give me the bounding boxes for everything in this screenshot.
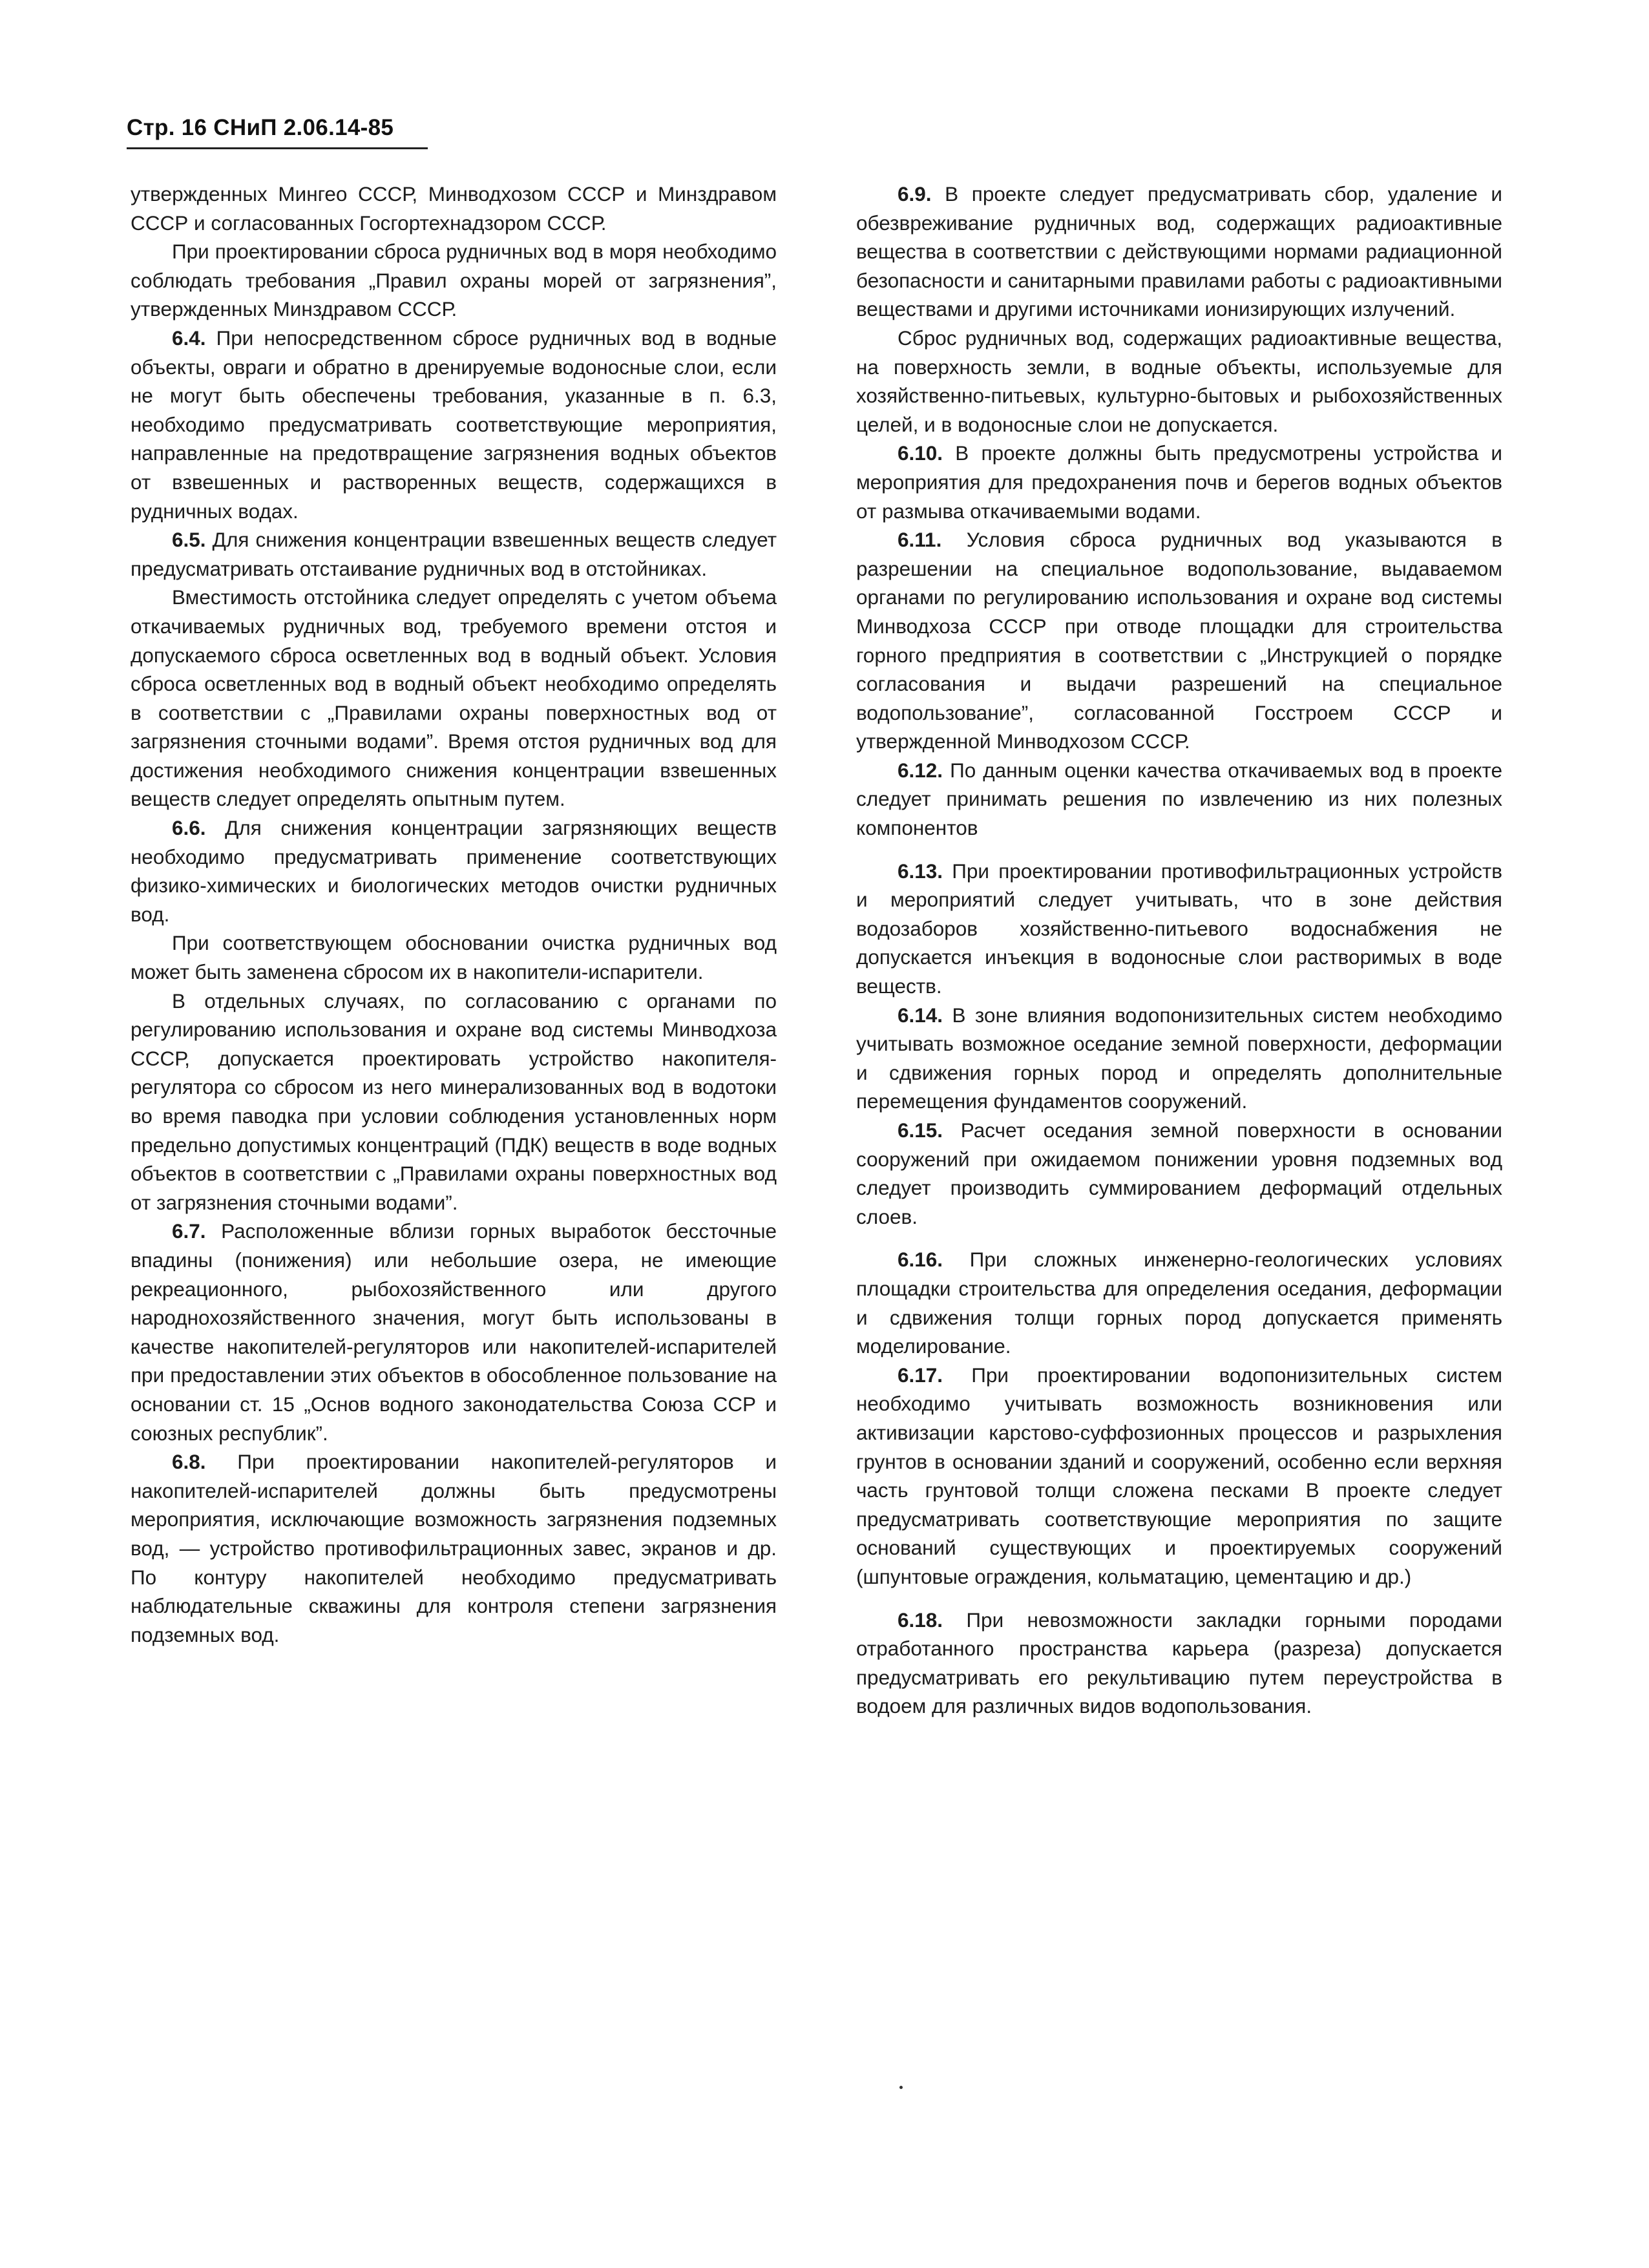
clause-number: 6.5. <box>172 528 206 552</box>
paragraph-text: Сброс рудничных вод, содержащих радиоактивные вещества, на поверхность земли, в водные объекты, используемые для хозяйственно-питьевых, культурно-бытовых и рыбохозяйственных целей, и в водоносные слои не допускается. <box>856 326 1502 436</box>
paragraph <box>856 1361 1502 1591</box>
paragraph-text: При проектировании сброса рудничных вод в моря необходимо соблюдать требования „Правил охраны морей от загрязнения”, утвержденных Минздравом СССР. <box>131 240 777 321</box>
paragraph-text: Расчет оседания земной поверхности в основании сооружений при ожидаемом понижении уровня подземных вод следует производить суммированием деформаций отдельных слоев. <box>856 1118 1502 1228</box>
paragraph-text: При проектировании водопонизительных систем необходимо учитывать возможность возникновения или активизации карстово-суффозионных процессов и разрыхления грунтов в основании зданий и сооружений, особенно если верхняя часть грунтовой толщи сложена песками В проекте следует предусматривать соответствующие мероприятия по защите оснований существующих и проектируемых сооружений (шпунтовые ограждения, кольматацию, цементацию и др.) <box>856 1363 1502 1588</box>
clause-number: 6.14. <box>898 1003 943 1027</box>
clause-number: 6.10. <box>898 441 943 465</box>
right-column <box>856 180 1502 1721</box>
paragraph <box>856 324 1502 439</box>
clause-number: 6.17. <box>898 1363 943 1387</box>
clause-number: 6.6. <box>172 816 206 840</box>
paragraph-text: Расположенные вблизи горных выработок бессточные впадины (понижения) или небольшие озера, не имеющие рекреационного, рыбохозяйственного или другого народнохозяйственного значения, могут быть использованы в качестве накопителей-регуляторов или накопителей-испарителей при предоставлении этих объектов в обособленное пользование на основании ст. 15 „Основ водного законодательства Союза ССР и союзных республик”. <box>131 1219 777 1445</box>
paragraph <box>131 237 777 324</box>
paragraph <box>856 180 1502 324</box>
paragraph-text: При невозможности закладки горными породами отработанного пространства карьера (разреза) допускается предусматривать его рекультивацию путем переустройства в водоем для различных видов водопользования. <box>856 1608 1502 1718</box>
paragraph-text: В проекте следует предусматривать сбор, удаление и обезвреживание рудничных вод, содержащих радиоактивные вещества в соответствии с действующими нормами радиационной безопасности и санитарными правилами работы с радиоактивными веществами и другими источниками ионизирующих излучений. <box>856 182 1502 321</box>
paragraph <box>856 1606 1502 1721</box>
paragraph-text: При непосредственном сбросе рудничных вод в водные объекты, овраги и обратно в дренируемые водоносные слои, если не могут быть обеспечены требования, указанные в п. 6.3, необходимо предусматривать соответствующие мероприятия, направленные на предотвращение загрязнения водных объектов от взвешенных и растворенных веществ, содержащихся в рудничных водах. <box>131 326 777 523</box>
paragraph-text: В отдельных случаях, по согласованию с органами по регулированию использования и охране вод системы Минводхоза СССР, допускается проектировать устройство накопителя-регулятора со сбросом из него минерализованных вод в водотоки во время паводка при условии соблюдения установленных норм предельно допустимых концентраций (ПДК) веществ в воде водных объектов в соответствии с „Правилами охраны поверхностных вод от загрязнения сточными водами”. <box>131 989 777 1214</box>
paragraph <box>856 439 1502 525</box>
clause-number: 6.18. <box>898 1608 943 1632</box>
clause-number: 6.12. <box>898 758 943 782</box>
paragraph-text: В проекте должны быть предусмотрены устройства и мероприятия для предохранения почв и берегов водных объектов от размыва откачиваемыми водами. <box>856 441 1502 523</box>
paragraph <box>131 987 777 1217</box>
paragraph-text: В зоне влияния водопонизительных систем необходимо учитывать возможное оседание земной поверхности, деформации и сдвижения горных пород и определять дополнительные перемещения фундаментов сооружений. <box>856 1003 1502 1113</box>
header-rule <box>127 147 428 149</box>
paragraph <box>131 324 777 525</box>
paragraph-text: По данным оценки качества откачиваемых вод в проекте следует принимать решения по извлечению из них полезных компонентов <box>856 758 1502 840</box>
clause-number: 6.7. <box>172 1219 206 1243</box>
clause-number: 6.11. <box>898 528 942 552</box>
clause-number: 6.4. <box>172 326 206 350</box>
page-header: Стр. 16 СНиП 2.06.14-85 <box>127 115 394 140</box>
paragraph <box>856 1116 1502 1231</box>
paragraph <box>131 180 777 237</box>
clause-number: 6.15. <box>898 1118 943 1142</box>
paragraph-text: Для снижения концентрации взвешенных веществ следует предусматривать отстаивание рудничных вод в отстойниках. <box>131 528 777 580</box>
paragraph <box>856 525 1502 756</box>
paragraph <box>856 1245 1502 1360</box>
paragraph-text: При проектировании накопителей-регуляторов и накопителей-испарителей должны быть предусмотрены мероприятия, исключающие возможность загрязнения подземных вод, — устройство противофильтрационных завес, экранов и др. По контуру накопителей необходимо предусматривать наблюдательные скважины для контроля степени загрязнения подземных вод. <box>131 1450 777 1646</box>
paragraph-text: При сложных инженерно-геологических условиях площадки строительства для определения оседания, деформации и сдвижения толщи горных пород допускается применять моделирование. <box>856 1248 1502 1358</box>
clause-number: 6.9. <box>898 182 932 205</box>
paragraph-text: При проектировании противофильтрационных устройств и мероприятий следует учитывать, что в зоне действия водозаборов хозяйственно-питьевого водоснабжения не допускается инъекция в водоносные слои растворимых в воде веществ. <box>856 859 1502 998</box>
paragraph-text: утвержденных Мингео СССР, Минводхозом СССР и Минздравом СССР и согласованных Госгортехнадзором СССР. <box>131 182 777 235</box>
paragraph <box>131 814 777 929</box>
paragraph <box>131 525 777 583</box>
clause-number: 6.16. <box>898 1248 943 1272</box>
paragraph <box>856 756 1502 843</box>
print-speck <box>899 2086 903 2089</box>
clause-number: 6.13. <box>898 859 943 883</box>
paragraph <box>131 583 777 814</box>
paragraph <box>856 857 1502 1001</box>
paragraph <box>856 1001 1502 1116</box>
paragraph-text: Условия сброса рудничных вод указываются в разрешении на специальное водопользование, выдаваемом органами по регулированию использования и охране вод системы Минводхоза СССР при отводе площадки для строительства горного предприятия в соответствии с „Инструкцией о порядке согласования и выдачи разрешений на специальное водопользование”, согласованной Госстроем СССР и утвержденной Минводхозом СССР. <box>856 528 1502 753</box>
paragraph-text: Для снижения концентрации загрязняющих веществ необходимо предусматривать применение соответствующих физико-химических и биологических методов очистки рудничных вод. <box>131 816 777 926</box>
paragraph-text: Вместимость отстойника следует определять с учетом объема откачиваемых рудничных вод, требуемого времени отстоя и допускаемого сброса осветленных вод в водный объект. Условия сброса осветленных вод в водный объект необходимо определять в соответствии с „Правилами охраны поверхностных вод от загрязнения сточными водами”. Время отстоя рудничных вод для достижения необходимого снижения концентрации взвешенных веществ следует определять опытным путем. <box>131 585 777 811</box>
paragraph <box>131 1447 777 1649</box>
paragraph <box>131 1217 777 1447</box>
clause-number: 6.8. <box>172 1450 206 1474</box>
paragraph <box>131 929 777 986</box>
left-column <box>131 180 777 1649</box>
paragraph-text: При соответствующем обосновании очистка рудничных вод может быть заменена сбросом их в накопители-испарители. <box>131 931 777 984</box>
